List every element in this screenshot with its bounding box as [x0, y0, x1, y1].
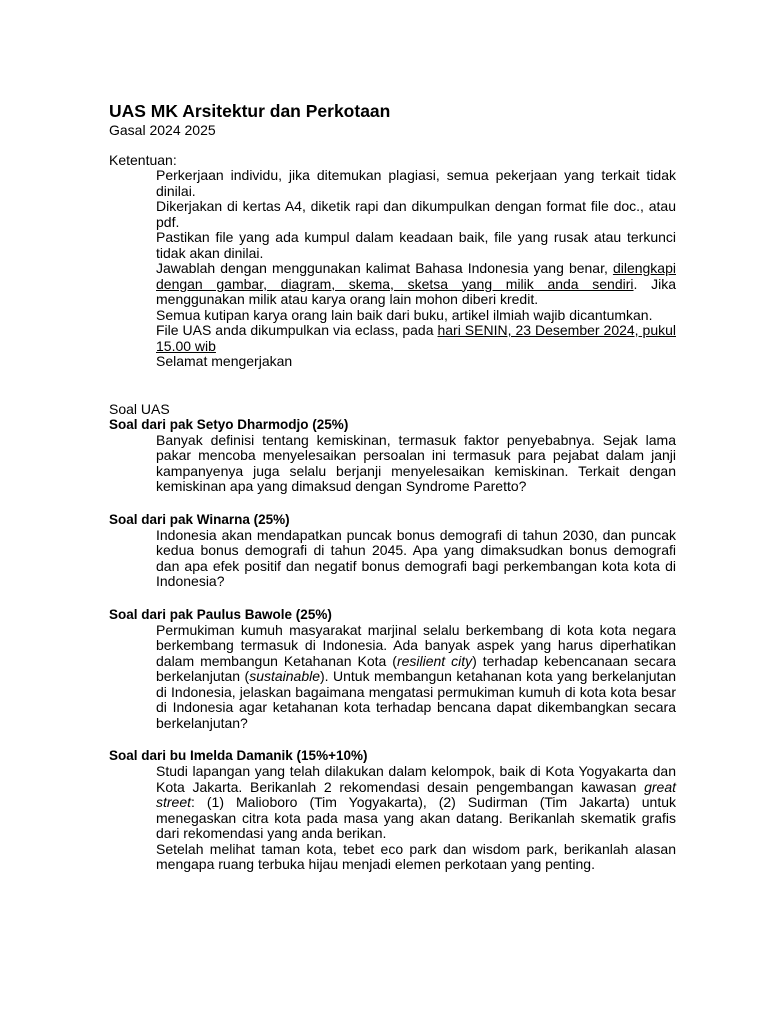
question-3-title: Soal dari pak Paulus Bawole (25%) [109, 606, 332, 622]
question-2-title: Soal dari pak Winarna (25%) [109, 511, 290, 527]
question-2-body [156, 528, 676, 590]
rule-item: Semua kutipan karya orang lain baik dari buku, artikel ilmiah wajib dicantumkan. [156, 306, 653, 323]
question-text: Setelah melihat taman kota, tebet eco park dan wisdom park, berikanlah alasan mengapa ruang terbuka hijau menjadi elemen perkotaan yang penting. [156, 840, 676, 872]
rule-text: Jawablah dengan menggunakan kalimat Bahasa Indonesia yang benar, [156, 260, 613, 276]
text-run: Permukiman kumuh masyarakat marjinal selalu berkembang di kota kota negara berkembang termasuk di Indonesia. Ada banyak aspek yang harus diperhatikan dalam membangun Ketahanan Kota ( [156, 621, 676, 669]
rule-item [156, 261, 676, 308]
question-text: Indonesia akan mendapatkan puncak bonus demografi di tahun 2030, dan puncak kedua bonus demografi di tahun 2045. Apa yang dimaksudkan bonus demografi dan apa efek positif dan negatif bonus demografi bagi perkembangan kota kota di Indonesia? [156, 526, 676, 589]
rule-item: Pastikan file yang ada kumpul dalam keadaan baik, file yang rusak atau terkunci tidak akan dinilai. [156, 229, 676, 261]
question-4-body [156, 764, 676, 873]
deadline-text: hari SENIN, 23 Desember 2024, pukul 15.00 wib [156, 322, 676, 354]
question-1-body [156, 433, 676, 495]
question-text [156, 764, 676, 842]
rules-label: Ketentuan: [109, 152, 177, 168]
rule-text: . Jika menggunakan milik atau karya orang lain mohon diberi kredit. [156, 275, 676, 307]
question-4-title: Soal dari bu Imelda Damanik (15%+10%) [109, 748, 368, 763]
soal-label: Soal UAS [109, 400, 170, 417]
rule-text: File UAS anda dikumpulkan via eclass, pada [156, 322, 438, 338]
text-run: Studi lapangan yang telah dilakukan dalam kelompok, baik di Kota Yogyakarta dan Kota Jakarta. Berikanlah 2 rekomendasi desain pengembangan kawasan [156, 763, 676, 795]
text-run: ) terhadap kebencanaan secara berkelanjutan ( [156, 652, 676, 684]
italic-term: great street [156, 778, 676, 810]
document-subtitle: Gasal 2024 2025 [109, 122, 216, 138]
italic-term: resilient city [396, 652, 473, 669]
rule-underlined-text: dilengkapi dengan gambar, diagram, skema, sketsa yang milik anda sendiri [156, 260, 676, 292]
rule-item [156, 323, 676, 354]
question-3-body [156, 623, 676, 732]
document-title: UAS MK Arsitektur dan Perkotaan [109, 101, 391, 121]
question-text: Banyak definisi tentang kemiskinan, termasuk faktor penyebabnya. Sejak lama pakar mencoba menyelesaikan persoalan ini termasuk para pejabat dalam janji kampanyenya juga selalu berjanji menyelesaikan kemiskinan. Terkait dengan kemiskinan apa yang dimaksud dengan Syndrome Paretto? [156, 431, 676, 494]
italic-term: sustainable [249, 668, 321, 684]
rule-item: Dikerjakan di kertas A4, diketik rapi dan dikumpulkan dengan format file doc., atau pdf. [156, 198, 676, 230]
closing-text: Selamat mengerjakan [156, 353, 293, 369]
question-text [156, 623, 676, 732]
text-run: : (1) Malioboro (Tim Yogyakarta), (2) Sudirman (Tim Jakarta) untuk menegaskan citra kota pada masa yang akan datang. Berikanlah skematik grafis dari rekomendasi yang anda berikan. [156, 794, 676, 841]
text-run: ). Untuk membangun ketahanan kota yang berkelanjutan di Indonesia, jelaskan bagaimana mengatasi permukiman kumuh di kota kota besar di Indonesia agar ketahanan kota terhadap bencana dapat dikembangkan secara berkelanjutan? [156, 668, 676, 731]
rules-list [156, 168, 676, 370]
rule-item: Perkerjaan individu, jika ditemukan plagiasi, semua pekerjaan yang terkait tidak dinilai. [156, 167, 676, 199]
question-1-title: Soal dari pak Setyo Dharmodjo (25%) [109, 416, 349, 432]
